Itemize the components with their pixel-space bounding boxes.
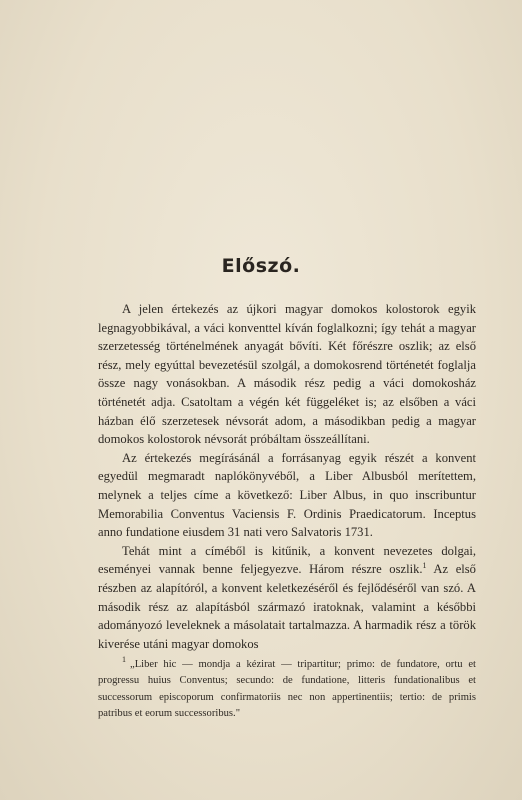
paragraph-3-text: Tehát mint a címéből is kitűnik, a konvent nevezetes dolgai, eseményei vannak benne feljegyezve. Három részre oszlik. bbox=[98, 543, 476, 577]
footnote-reference: 1 bbox=[422, 561, 427, 571]
footnote-marker: 1 bbox=[122, 655, 126, 665]
page-title: Előszó. bbox=[221, 255, 301, 277]
paragraph-3 bbox=[98, 542, 476, 654]
body-text bbox=[98, 300, 476, 653]
paragraph-3-continued: Az első részben az alapítóról, a konvent keletkezéséről és fejlődéséről van szó. A második rész az alapításból származó iratoknak, valamint a későbbi adományozó leveleknek a másolatait tartalmazza. A harmadik rész a török kiverése utáni magyar domokos bbox=[98, 562, 476, 651]
paragraph-1: A jelen értekezés az újkori magyar domokos kolostorok egyik legnagyobbikával, a váci konventtel kíván foglalkozni; így tehát a magyar szerzetesség történelmének anyagát bővíti. Két főrészre oszlik; az első rész, mely egyúttal bevezetésül szolgál, a domokosrend történetét foglalja össze nagy vonásokban. A második rész pedig a váci domokosház történetét adja. Csatoltam a végén két függeléket is; az elsőben a váci házban élő szerzetesek névsorát adom, a másodikban pedig a magyar domokos kolostorok névsorát próbáltam összeállítani. bbox=[98, 302, 476, 447]
footnote bbox=[98, 657, 476, 723]
footnote-text: „Liber hic — mondja a kézirat — tripartitur; primo: de fundatore, ortu et progressu huius Conventus; secundo: de fundatione, litteris fundationalibus et successorum episcoporum confirmatoriis nec non appertinentiis; tertio: de primis patribus et eorum successoribus." bbox=[98, 659, 476, 720]
paragraph-2: Az értekezés megírásánál a forrásanyag egyik részét a konvent egyedül megmaradt naplókönyvéből, a Liber Albusból merítettem, melynek a teljes címe a következő: Liber Albus, in quo inscribuntur Memorabilia Conventus Vaciensis F. Ordinis Praedicatorum. Inceptus anno fundatione eiusdem 31 nati vero Salvatoris 1731. bbox=[98, 450, 476, 540]
